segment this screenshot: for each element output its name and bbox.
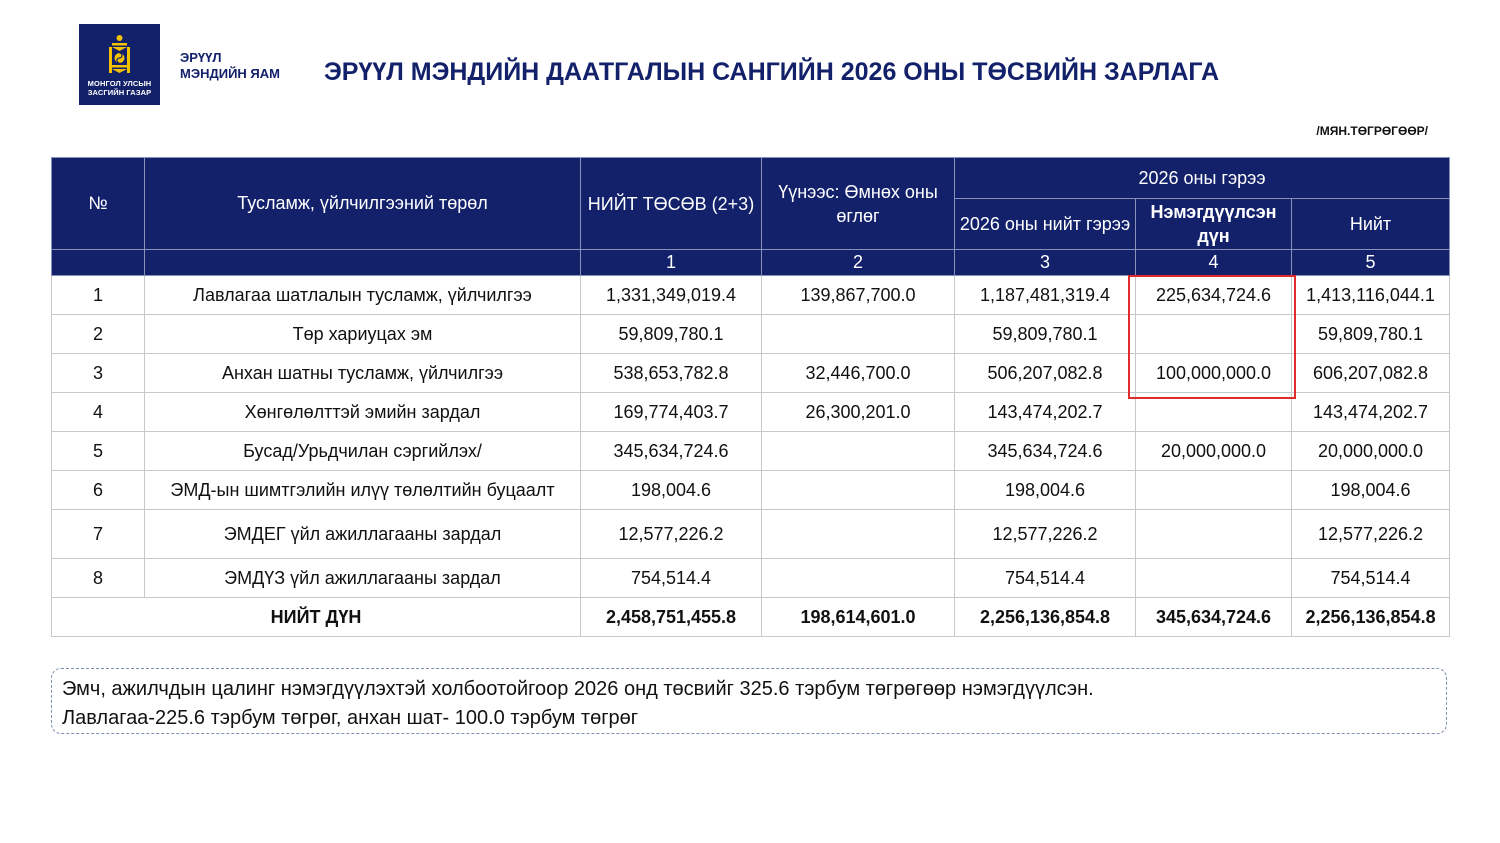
table-row xyxy=(52,559,1450,598)
row-label: Төр хариуцах эм xyxy=(145,315,581,354)
cell-total: 1,413,116,044.1 xyxy=(1292,276,1450,315)
soyombo-icon xyxy=(107,34,132,76)
cell-total-contract: 198,004.6 xyxy=(955,471,1136,510)
header-total: Нийт xyxy=(1292,199,1450,250)
budget-table xyxy=(51,157,1450,637)
cell-total-contract: 1,187,481,319.4 xyxy=(955,276,1136,315)
row-number: 2 xyxy=(52,315,145,354)
cell-total-contract: 143,474,202.7 xyxy=(955,393,1136,432)
cell-prior-year-loan xyxy=(762,432,955,471)
cell-total: 143,474,202.7 xyxy=(1292,393,1450,432)
cell-prior-year-loan: 32,446,700.0 xyxy=(762,354,955,393)
cell-prior-year-loan xyxy=(762,315,955,354)
header-no: № xyxy=(52,158,145,250)
total-added-amount: 345,634,724.6 xyxy=(1136,598,1292,637)
row-label: ЭМДҮЗ үйл ажиллагааны зардал xyxy=(145,559,581,598)
cell-total-budget: 59,809,780.1 xyxy=(581,315,762,354)
cell-total: 12,577,226.2 xyxy=(1292,510,1450,559)
cell-total-contract: 506,207,082.8 xyxy=(955,354,1136,393)
header-col-number-blank xyxy=(145,250,581,276)
table-row xyxy=(52,276,1450,315)
table-row xyxy=(52,393,1450,432)
cell-added-amount: 20,000,000.0 xyxy=(1136,432,1292,471)
header-contract-group: 2026 оны гэрээ xyxy=(955,158,1450,199)
cell-total-budget: 198,004.6 xyxy=(581,471,762,510)
cell-total: 59,809,780.1 xyxy=(1292,315,1450,354)
cell-prior-year-loan: 139,867,700.0 xyxy=(762,276,955,315)
row-number: 6 xyxy=(52,471,145,510)
cell-prior-year-loan: 26,300,201.0 xyxy=(762,393,955,432)
cell-total: 606,207,082.8 xyxy=(1292,354,1450,393)
cell-total-budget: 1,331,349,019.4 xyxy=(581,276,762,315)
cell-total-budget: 754,514.4 xyxy=(581,559,762,598)
note-line-1: Эмч, ажилчдын цалинг нэмэгдүүлэхтэй холбоотойгоор 2026 онд төсвийг 325.6 тэрбум төгрөгөөр нэмэгдүүлсэн. xyxy=(62,678,1094,700)
total-row xyxy=(52,598,1450,637)
cell-added-amount xyxy=(1136,510,1292,559)
cell-total: 198,004.6 xyxy=(1292,471,1450,510)
header-col-number: 4 xyxy=(1136,250,1292,276)
row-number: 7 xyxy=(52,510,145,559)
cell-total-budget: 538,653,782.8 xyxy=(581,354,762,393)
cell-total-budget: 12,577,226.2 xyxy=(581,510,762,559)
page-title: ЭРҮҮЛ МЭНДИЙН ДААТГАЛЫН САНГИЙН 2026 ОНЫ ТӨСВИЙН ЗАРЛАГА xyxy=(324,58,1220,86)
cell-added-amount: 100,000,000.0 xyxy=(1136,354,1292,393)
cell-total-contract: 12,577,226.2 xyxy=(955,510,1136,559)
cell-added-amount xyxy=(1136,471,1292,510)
header-added-amount: Нэмэгдүүлсэн дүн xyxy=(1136,199,1292,250)
unit-label: /МЯН.ТӨГРӨГӨӨР/ xyxy=(1316,124,1428,138)
cell-total: 20,000,000.0 xyxy=(1292,432,1450,471)
row-label: Анхан шатны тусламж, үйлчилгээ xyxy=(145,354,581,393)
row-label: ЭМД-ын шимтгэлийн илүү төлөлтийн буцаалт xyxy=(145,471,581,510)
cell-total-contract: 59,809,780.1 xyxy=(955,315,1136,354)
total-contract: 2,256,136,854.8 xyxy=(955,598,1136,637)
logo-caption: МОНГОЛ УЛСЫН ЗАСГИЙН ГАЗАР xyxy=(87,79,152,97)
note-box xyxy=(51,668,1447,734)
cell-total-budget: 169,774,403.7 xyxy=(581,393,762,432)
row-label: Бусад/Урьдчилан сэргийлэх/ xyxy=(145,432,581,471)
total-prior-year-loan: 198,614,601.0 xyxy=(762,598,955,637)
cell-total: 754,514.4 xyxy=(1292,559,1450,598)
table-row xyxy=(52,471,1450,510)
row-number: 8 xyxy=(52,559,145,598)
row-label: Хөнгөлөлттэй эмийн зардал xyxy=(145,393,581,432)
header-col-number-blank xyxy=(52,250,145,276)
cell-prior-year-loan xyxy=(762,471,955,510)
header-col-number: 5 xyxy=(1292,250,1450,276)
ministry-name: ЭРҮҮЛ МЭНДИЙН ЯАМ xyxy=(180,50,280,81)
table-row xyxy=(52,354,1450,393)
cell-total-contract: 754,514.4 xyxy=(955,559,1136,598)
cell-added-amount xyxy=(1136,315,1292,354)
header-col-number: 2 xyxy=(762,250,955,276)
row-label: ЭМДЕГ үйл ажиллагааны зардал xyxy=(145,510,581,559)
cell-added-amount xyxy=(1136,393,1292,432)
header-total-budget: НИЙТ ТӨСӨВ (2+3) xyxy=(581,158,762,250)
cell-total-contract: 345,634,724.6 xyxy=(955,432,1136,471)
cell-total-budget: 345,634,724.6 xyxy=(581,432,762,471)
row-number: 5 xyxy=(52,432,145,471)
header-prior-year-loan: Үүнээс: Өмнөх оны өглөг xyxy=(762,158,955,250)
header-col-number: 1 xyxy=(581,250,762,276)
header-total-contract: 2026 оны нийт гэрээ xyxy=(955,199,1136,250)
cell-added-amount: 225,634,724.6 xyxy=(1136,276,1292,315)
government-logo xyxy=(79,24,160,105)
cell-prior-year-loan xyxy=(762,559,955,598)
total-budget: 2,458,751,455.8 xyxy=(581,598,762,637)
row-number: 3 xyxy=(52,354,145,393)
table-row xyxy=(52,432,1450,471)
header-col-number: 3 xyxy=(955,250,1136,276)
row-number: 1 xyxy=(52,276,145,315)
table-row xyxy=(52,510,1450,559)
note-line-2: Лавлагаа-225.6 тэрбум төгрөг, анхан шат- 100.0 тэрбум төгрөг xyxy=(62,707,639,729)
cell-added-amount xyxy=(1136,559,1292,598)
row-number: 4 xyxy=(52,393,145,432)
table-row xyxy=(52,315,1450,354)
row-label: Лавлагаа шатлалын тусламж, үйлчилгээ xyxy=(145,276,581,315)
total-label: НИЙТ ДҮН xyxy=(52,598,581,637)
total-total: 2,256,136,854.8 xyxy=(1292,598,1450,637)
header-service-type: Тусламж, үйлчилгээний төрөл xyxy=(145,158,581,250)
cell-prior-year-loan xyxy=(762,510,955,559)
